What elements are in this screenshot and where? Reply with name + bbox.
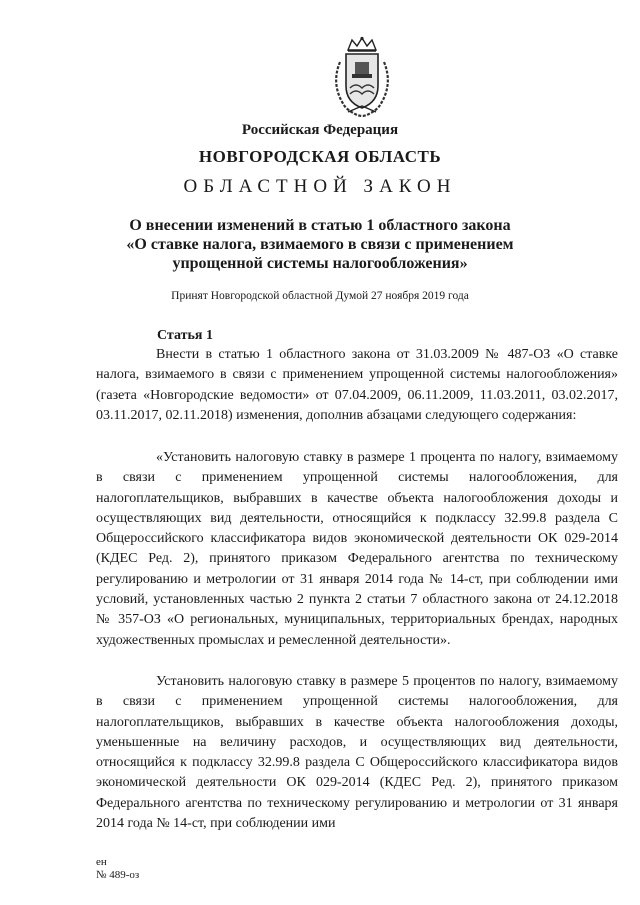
body-paragraph: «Установить налоговую ставку в размере 1 процента по налогу, взимаемому в связи с применением упрощенной системы налогообложения, для налогоплательщиков, выбравших в качестве объекта налогообложения доходы и осуществляющих вид деятельности, относящийся к подклассу 32.99.8 раздела С Общероссийского классификатора видов экономической деятельности ОК 029-2014 (КДЕС Ред. 2), принятого приказом Федерального агентства по техническому регулированию и метрологии от 31 января 2014 года № 14-ст, при соблюдении ими условий, установленных частью 2 пункта 2 статьи 7 областного закона от 24.12.2018 № 357-ОЗ «О региональных, муниципальных, территориальных брендах, народных художественных промыслах и ремесленной деятельности». (96, 450, 618, 648)
region-heading: НОВГОРОДСКАЯ ОБЛАСТЬ (198, 147, 442, 166)
article-heading: Статья 1 (157, 328, 213, 343)
coat-of-arms-emblem-icon (326, 36, 398, 118)
adoption-note: Принят Новгородской областной Думой 27 ноября 2019 года (171, 290, 469, 302)
footer-law-number: № 489-оз (96, 869, 140, 881)
law-title (0, 216, 640, 273)
document-footer (96, 856, 139, 882)
footer-initials: ен (96, 856, 107, 868)
law-title-line: «О ставке налога, взимаемого в связи с применением (126, 236, 514, 253)
body-paragraph: Внести в статью 1 областного закона от 31.03.2009 № 487-ОЗ «О ставке налога, взимаемого в связи с применением упрощенной системы налогообложения» (газета «Новгородские ведомости» от 07.04.2009, 06.11.2009, 11.03.2011, 03.02.2017, 03.11.2017, 02.11.2018) изменения, дополнив абзацами следующего содержания: (96, 347, 618, 423)
federation-heading: Российская Федерация (241, 122, 399, 138)
law-title-line: О внесении изменений в статью 1 областного закона (129, 217, 511, 234)
law-type-heading: ОБЛАСТНОЙ ЗАКОН (183, 176, 457, 197)
body-paragraph: Установить налоговую ставку в размере 5 процентов по налогу, взимаемому в связи с применением упрощенной системы налогообложения, для налогоплательщиков, выбравших в качестве объекта налогообложения доходы, уменьшенные на величину расходов, и осуществляющих вид деятельности, относящийся к подклассу 32.99.8 раздела С Общероссийского классификатора видов экономической деятельности ОК 029-2014 (КДЕС Ред. 2), принятого приказом Федерального агентства по техническому регулированию и метрологии от 31 января 2014 года № 14-ст, при соблюдении ими (96, 674, 618, 832)
law-title-line: упрощенной системы налогообложения» (172, 255, 468, 272)
